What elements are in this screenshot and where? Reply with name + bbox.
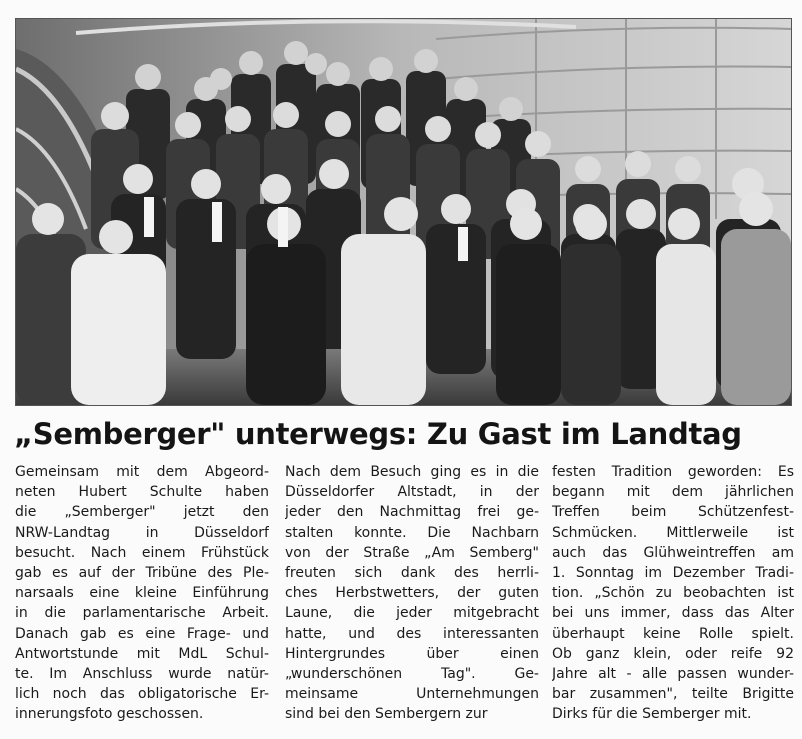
article-line: festen Tradition geworden: Es bbox=[552, 464, 794, 480]
article-column-2 bbox=[285, 462, 539, 724]
article-line: besucht. Nach einem Frühstück bbox=[15, 544, 269, 561]
article-line: meinsame Unternehmungen bbox=[285, 686, 539, 703]
article-line: 1. Sonntag im Dezember Tradi- bbox=[552, 564, 794, 581]
article-line: überhaupt keine Rolle spielt. bbox=[552, 625, 794, 642]
article-line: Antwortstunde mit MdL Schul- bbox=[15, 645, 269, 662]
article-line: Dirks für die Semberger mit. bbox=[552, 706, 752, 723]
article-line: in die parlamentarische Arbeit. bbox=[15, 605, 269, 622]
article-line: die „Semberger" jetzt den bbox=[15, 504, 269, 521]
article-line: bei uns immer, dass das Alter bbox=[552, 605, 794, 622]
article-line: Schmücken. Mittlerweile ist bbox=[552, 524, 794, 541]
group-photo bbox=[15, 18, 792, 406]
article-line: Gemeinsam mit dem Abgeord- bbox=[15, 464, 269, 480]
article-line: narsaals eine kleine Einführung bbox=[15, 585, 269, 602]
article-column-3 bbox=[552, 462, 794, 724]
article-line: Laune, die jeder mitgebracht bbox=[285, 605, 539, 622]
article-body bbox=[15, 462, 793, 734]
article-line: Danach gab es eine Frage- und bbox=[15, 625, 269, 642]
article-line: Nach dem Besuch ging es in die bbox=[285, 464, 539, 480]
group-photo-illustration bbox=[16, 19, 791, 405]
article-line: Hintergrundes über einen bbox=[285, 645, 539, 662]
article-line: stalten konnte. Die Nachbarn bbox=[285, 524, 539, 541]
article-line: bar zusammen", teilte Brigitte bbox=[552, 686, 794, 703]
article-line: gab es auf der Tribüne des Ple- bbox=[15, 564, 269, 581]
article-line: lich noch das obligatorische Er- bbox=[15, 686, 269, 703]
article-line: Jahre alt - alle passen wunder- bbox=[552, 665, 794, 682]
article-line: sind bei den Sembergern zur bbox=[285, 706, 488, 723]
article-line: „wunderschönen Tag". Ge- bbox=[285, 665, 539, 682]
article-line: Treffen beim Schützenfest- bbox=[552, 504, 794, 521]
article-line: neten Hubert Schulte haben bbox=[15, 484, 269, 501]
article-line: hatte, und des interessanten bbox=[285, 625, 539, 642]
article-line: Düsseldorfer Altstadt, in der bbox=[285, 484, 539, 501]
headline: „Semberger" unterwegs: Zu Gast im Landtag bbox=[14, 417, 742, 451]
article-line: tion. „Schön zu beobachten ist bbox=[552, 585, 794, 602]
article-line: jeder den Nachmittag frei ge- bbox=[285, 504, 539, 521]
article-line: von der Straße „Am Semberg" bbox=[285, 544, 539, 561]
article-line: te. Im Anschluss wurde natür- bbox=[15, 665, 269, 682]
article-line: innerungsfoto geschossen. bbox=[15, 706, 204, 723]
article-line: begann mit dem jährlichen bbox=[552, 484, 794, 501]
article-line: ches Herbstwetters, der guten bbox=[285, 585, 539, 602]
article-line: NRW-Landtag in Düsseldorf bbox=[15, 524, 269, 541]
article-line: auch das Glühweintreffen am bbox=[552, 544, 794, 561]
article-line: Ob ganz klein, oder reife 92 bbox=[552, 645, 794, 662]
article-line: freuten sich dank des herrli- bbox=[285, 564, 539, 581]
article-column-1 bbox=[15, 462, 269, 724]
